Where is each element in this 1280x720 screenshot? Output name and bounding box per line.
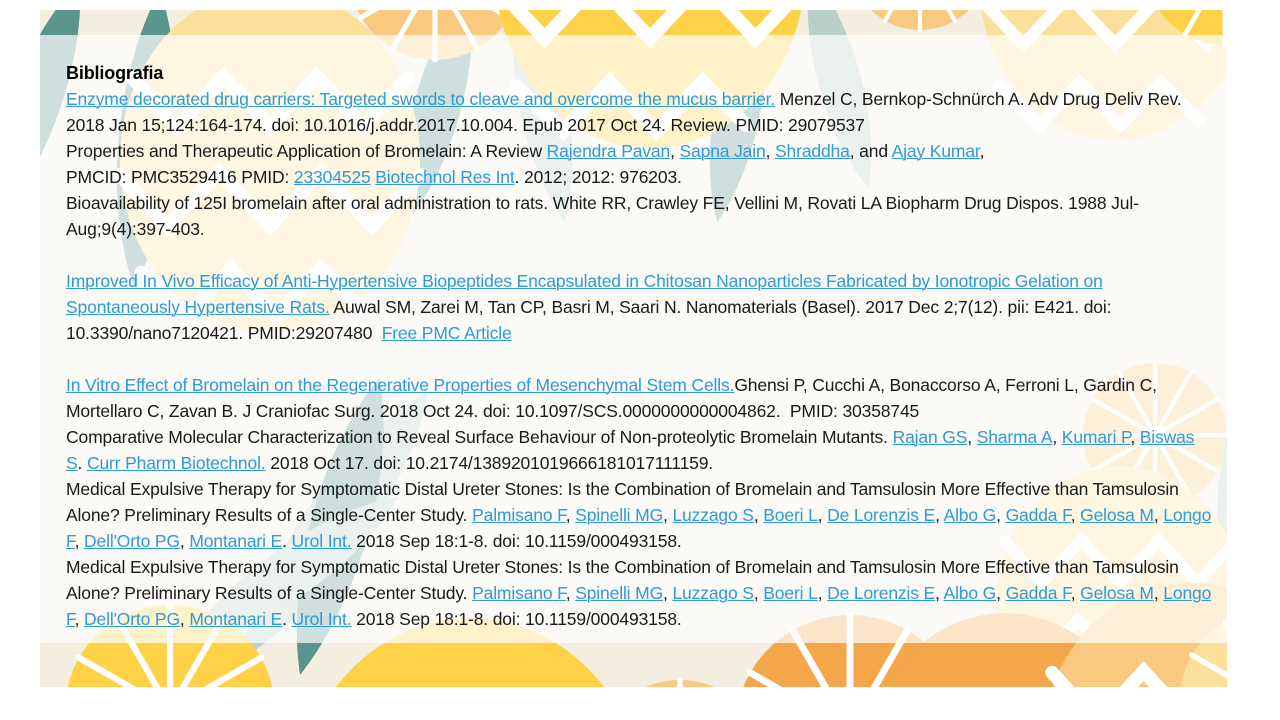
citation-text: , [817, 583, 828, 603]
citation-paragraph [66, 372, 1214, 424]
citation-text: , [765, 141, 776, 161]
citation-text: , [1130, 427, 1140, 447]
citation-link[interactable]: Gelosa M [1080, 583, 1154, 603]
citation-paragraph [66, 476, 1214, 554]
citation-link[interactable]: Palmisano F [472, 505, 566, 525]
citation-link[interactable]: Sharma A [976, 427, 1053, 447]
citation-link[interactable]: Rajendra Pavan [546, 141, 671, 161]
citation-link[interactable]: Gadda F [1005, 505, 1071, 525]
citation-paragraph [66, 138, 1214, 164]
citation-text: . [282, 609, 292, 629]
citation-text: , [74, 609, 85, 629]
citation-link[interactable]: Palmisano F [472, 583, 566, 603]
citation-text: Ghensi P, Cucchi A, Bonaccorso A, Ferroni L, Gardin C, Mortellaro C, Zavan B. J Craniofac Surg. 2018 Oct 24. doi: 10.1097/SCS.0000000000004862. PMID: 30358745 [66, 375, 1157, 421]
citation-text: , [1153, 583, 1164, 603]
citation-link[interactable]: Biswas S [66, 427, 1195, 473]
citation-text: , [996, 505, 1006, 525]
citation-text: , [565, 505, 576, 525]
citation-link[interactable]: De Lorenzis E [827, 583, 936, 603]
citation-link[interactable]: Boeri L [763, 505, 818, 525]
citation-text: , [1153, 505, 1164, 525]
bibliography-list [66, 86, 1214, 632]
citation-link[interactable]: Boeri L [763, 583, 818, 603]
citation-paragraph [66, 190, 1214, 242]
citation-link[interactable]: Rajan GS [892, 427, 968, 447]
citation-paragraph [66, 86, 1214, 138]
citation-text: , [1052, 427, 1062, 447]
citation-link[interactable]: Kumari P [1061, 427, 1131, 447]
citation-link[interactable]: Gelosa M [1080, 505, 1154, 525]
citation-text: Comparative Molecular Characterization to Reveal Surface Behaviour of Non-proteolytic Bromelain Mutants. [66, 427, 893, 447]
citation-text: Medical Expulsive Therapy for Symptomatic Distal Ureter Stones: Is the Combination of Bromelain and Tamsulosin More Effective than Tamsulosin Alone? Preliminary Results of a Single-Center Study. [66, 557, 1179, 603]
citation-text: , [1070, 505, 1081, 525]
citation-paragraph [66, 268, 1214, 346]
citation-link[interactable]: Spinelli MG [575, 505, 664, 525]
citation-text: , [935, 583, 944, 603]
citation-link[interactable]: 23304525 [293, 167, 371, 187]
citation-link[interactable]: Albo G [943, 583, 997, 603]
citation-text: , [967, 427, 977, 447]
citation-link[interactable]: In Vitro Effect of Bromelain on the Regenerative Properties of Mesenchymal Stem Cells. [66, 375, 735, 395]
citation-text: , [996, 583, 1006, 603]
citation-link[interactable]: Biotechnol Res Int [375, 167, 515, 187]
citation-text: 2018 Oct 17. doi: 10.2174/1389201019666181017111159. [265, 453, 714, 473]
bibliography-content [66, 60, 1214, 632]
citation-link[interactable]: Dell'Orto PG [84, 531, 180, 551]
citation-link[interactable]: Longo F [66, 583, 1212, 629]
citation-text: Properties and Therapeutic Application of Bromelain: A Review [66, 141, 547, 161]
citation-text: . [282, 531, 292, 551]
citation-text: , [663, 583, 673, 603]
citation-text: 2018 Sep 18:1-8. doi: 10.1159/000493158. [351, 531, 682, 551]
paragraph-spacer [66, 346, 1214, 372]
citation-text: Auwal SM, Zarei M, Tan CP, Basri M, Saari N. Nanomaterials (Basel). 2017 Dec 2;7(12). pii: E421. doi: 10.3390/nano7120421. PMID:29207480 [66, 297, 1112, 343]
citation-paragraph [66, 424, 1214, 476]
citation-text: . 2012; 2012: 976203. [514, 167, 682, 187]
citation-link[interactable]: Improved In Vivo Efficacy of Anti-Hypertensive Biopeptides Encapsulated in Chitosan Nanoparticles Fabricated by Ionotropic Gelation on Spontaneously Hypertensive Rats. [66, 271, 1103, 317]
page-title: Bibliografia [66, 63, 164, 83]
citation-link[interactable]: Albo G [943, 505, 997, 525]
citation-link[interactable]: Free PMC Article [381, 323, 512, 343]
citation-link[interactable]: Montanari E [189, 609, 283, 629]
citation-text: , [753, 505, 764, 525]
citation-text: , [74, 531, 85, 551]
citation-link[interactable]: Curr Pharm Biotechnol. [86, 453, 266, 473]
citation-link[interactable]: Dell'Orto PG [84, 609, 180, 629]
citation-link[interactable]: De Lorenzis E [827, 505, 936, 525]
citation-text: , [1070, 583, 1081, 603]
citation-link[interactable]: Urol Int. [291, 531, 352, 551]
citation-text: , [935, 505, 944, 525]
citation-link[interactable]: Ajay Kumar [891, 141, 980, 161]
citation-text: . [77, 453, 87, 473]
citation-text: , [817, 505, 828, 525]
citation-link[interactable]: Luzzago S [672, 583, 754, 603]
citation-text: PMCID: PMC3529416 PMID: [66, 167, 294, 187]
citation-text: , [179, 609, 190, 629]
citation-link[interactable]: Sapna Jain [679, 141, 766, 161]
citation-link[interactable]: Longo F [66, 505, 1212, 551]
citation-link[interactable]: Urol Int. [291, 609, 352, 629]
paragraph-spacer [66, 242, 1214, 268]
citation-text: Medical Expulsive Therapy for Symptomatic Distal Ureter Stones: Is the Combination of Bromelain and Tamsulosin More Effective than Tamsulosin Alone? Preliminary Results of a Single-Center Study. [66, 479, 1179, 525]
citation-link[interactable]: Shraddha [775, 141, 850, 161]
citation-link[interactable]: Montanari E [189, 531, 283, 551]
citation-text: , and [849, 141, 892, 161]
citation-text: Bioavailability of 125I bromelain after oral administration to rats. White RR, Crawley FE, Vellini M, Rovati LA Biopharm Drug Dispos. 1988 Jul-Aug;9(4):397-403. [66, 193, 1139, 239]
citation-text: Menzel C, Bernkop-Schnürch A. Adv Drug Deliv Rev. 2018 Jan 15;124:164-174. doi: 10.1016/j.addr.2017.10.004. Epub 2017 Oct 24. Review. PMID: 29079537 [66, 89, 1182, 135]
citation-text: 2018 Sep 18:1-8. doi: 10.1159/000493158. [351, 609, 682, 629]
citation-text: , [179, 531, 190, 551]
citation-link[interactable]: Gadda F [1005, 583, 1071, 603]
citation-text: , [670, 141, 680, 161]
citation-text: , [565, 583, 576, 603]
citation-paragraph [66, 164, 1214, 190]
citation-link[interactable]: Luzzago S [672, 505, 754, 525]
citation-text: , [979, 141, 985, 161]
citation-text: , [753, 583, 764, 603]
citation-link[interactable]: Enzyme decorated drug carriers: Targeted swords to cleave and overcome the mucus barrier. [66, 89, 776, 109]
citation-link[interactable]: Spinelli MG [575, 583, 664, 603]
citation-paragraph [66, 554, 1214, 632]
citation-text: , [663, 505, 673, 525]
